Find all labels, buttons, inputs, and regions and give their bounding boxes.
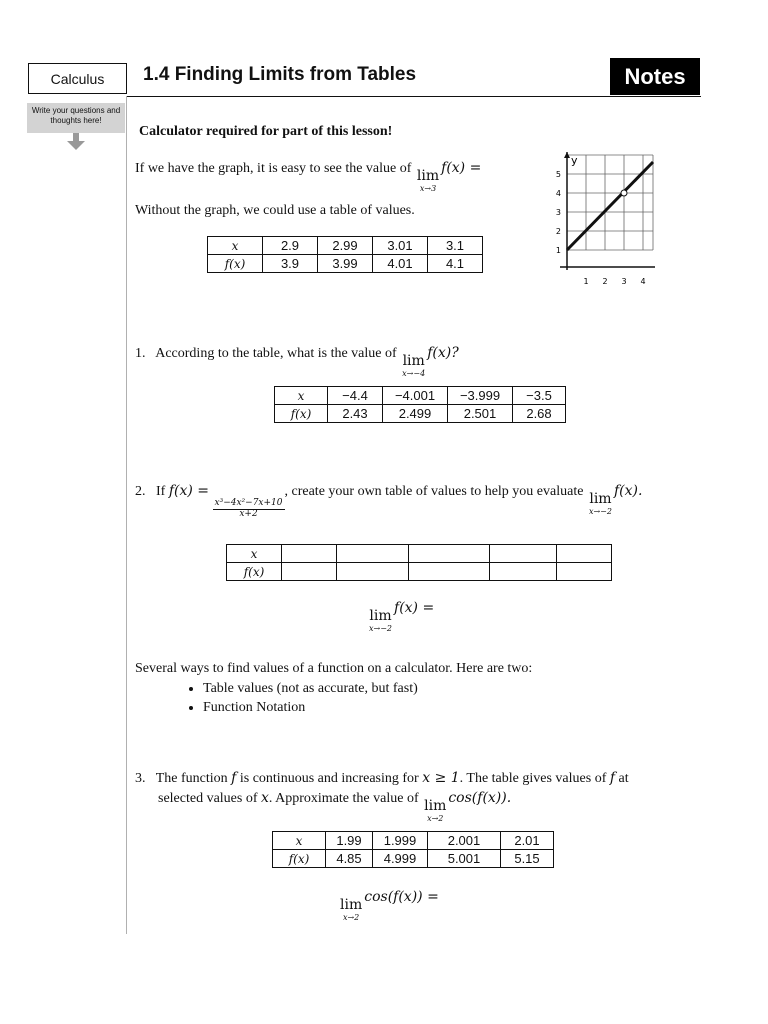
page-title: 1.4 Finding Limits from Tables <box>143 64 417 85</box>
table-row-x: x −4.4 −4.001 −3.999 −3.5 <box>275 387 566 405</box>
question-1: 1. According to the table, what is the value of lim x→−4 f(x)? <box>135 345 459 378</box>
notes-badge-label: Notes <box>624 63 686 89</box>
question-2-limit: lim x→−2 <box>588 491 612 516</box>
calculator-note: Calculator required for part of this lesson! <box>139 124 393 139</box>
svg-text:3: 3 <box>555 208 561 217</box>
table-blank-cell[interactable] <box>490 545 557 563</box>
table-blank-cell[interactable] <box>282 563 337 581</box>
question-2-answer: lim x→−2 f(x) = <box>369 600 435 633</box>
header-rule <box>127 96 701 97</box>
sidebar-rule <box>126 96 127 934</box>
question-2: 2. If f(x) = $\frac{\text{x³−4x²−7x+10}}{x+2}$ , create your own table of values to help you evaluate lim x→−2 f(x). <box>135 483 643 519</box>
sidebar-prompt: Write your questions and thoughts here! <box>31 106 121 125</box>
list-item: • Function Notation <box>203 698 418 717</box>
svg-text:2: 2 <box>602 277 608 286</box>
graph-limit: lim x→3 <box>416 168 440 193</box>
svg-text:4: 4 <box>555 189 561 198</box>
table-row-f: f(x) 2.43 2.499 2.501 2.68 <box>275 405 566 423</box>
function-graph <box>550 150 690 290</box>
table-blank-cell[interactable] <box>337 563 409 581</box>
svg-text:5: 5 <box>555 170 561 179</box>
table-intro <box>207 236 483 273</box>
graph-sentence: If we have the graph, it is easy to see the value of <box>135 161 412 176</box>
list-item: • Table values (not as accurate, but fast) <box>203 679 418 698</box>
question-3-line-1: 3. The function f is continuous and increasing for x ≥ 1. The table gives values of f at <box>135 770 629 786</box>
question-3-line-2: selected values of x. Approximate the value of lim x→2 cos(f(x)). <box>158 790 512 823</box>
svg-text:1: 1 <box>555 246 561 255</box>
svg-text:4: 4 <box>640 277 646 286</box>
table-row-f: f(x) 3.9 3.99 4.01 4.1 <box>208 255 483 273</box>
graph-line <box>567 162 653 250</box>
calculator-methods-list <box>183 679 418 717</box>
question-1-limit: lim x→−4 <box>402 353 426 378</box>
down-arrow-icon <box>67 133 85 151</box>
question-1-number: 1. <box>135 346 146 361</box>
question-1-text: According to the table, what is the value of <box>155 346 397 361</box>
table-blank-cell[interactable] <box>490 563 557 581</box>
svg-text:1: 1 <box>583 277 589 286</box>
graph-limit-expr: f(x) = <box>441 160 482 176</box>
sidebar-prompt-box <box>27 103 125 133</box>
graph-sentence-line <box>135 160 481 193</box>
table-blank-cell[interactable] <box>409 545 490 563</box>
table-row-x: x 1.99 1.999 2.001 2.01 <box>273 832 554 850</box>
graph-y-label: y <box>571 154 578 167</box>
question-2-fraction: $\frac{\text{x³−4x²−7x+10}}{x+2}$ <box>214 498 283 519</box>
question-2-number: 2. <box>135 484 146 499</box>
question-3-limit: lim x→2 <box>424 798 447 823</box>
table-row-x: x <box>227 545 612 563</box>
table-blank-cell[interactable] <box>557 545 612 563</box>
svg-text:3: 3 <box>621 277 627 286</box>
table-blank-cell[interactable] <box>557 563 612 581</box>
table-question-3 <box>272 831 554 868</box>
table-sentence: Without the graph, we could use a table of values. <box>135 203 415 218</box>
table-question-2 <box>226 544 612 581</box>
table-row-f: f(x) 4.85 4.999 5.001 5.15 <box>273 850 554 868</box>
calculator-intro: Several ways to find values of a function on a calculator. Here are two: <box>135 661 533 676</box>
question-3-answer: lim x→2 cos(f(x)) = <box>340 889 439 922</box>
notes-badge <box>610 58 700 95</box>
course-label: Calculus <box>50 70 105 87</box>
graph-x-ticks <box>583 277 645 286</box>
question-3-number: 3. <box>135 771 146 786</box>
table-row-x: x 2.9 2.99 3.01 3.1 <box>208 237 483 255</box>
table-blank-cell[interactable] <box>337 545 409 563</box>
question-2-text: , create your own table of values to help you evaluate <box>284 484 584 499</box>
graph-y-ticks <box>556 170 561 255</box>
table-question-1 <box>274 386 566 423</box>
table-row-f: f(x) <box>227 563 612 581</box>
table-blank-cell[interactable] <box>282 545 337 563</box>
table-blank-cell[interactable] <box>409 563 490 581</box>
svg-text:2: 2 <box>555 227 561 236</box>
graph-hole <box>621 190 627 196</box>
course-label-box <box>28 63 127 94</box>
